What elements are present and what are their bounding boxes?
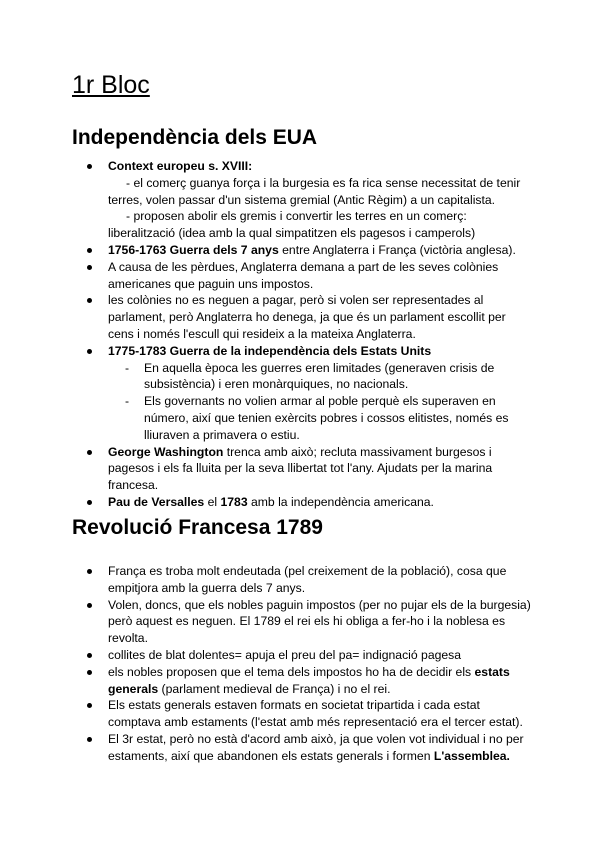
list-item	[72, 647, 532, 664]
section-heading-french-revolution: Revolució Francesa 1789	[72, 516, 323, 539]
item-text: Volen, doncs, que els nobles paguin impostos (per no pujar els de la burgesia) però aquest es neguen. El 1789 el rei els hi obliga a fer-ho i la noblesa es revolta.	[108, 597, 531, 646]
bullet-icon	[87, 248, 92, 253]
item-subline: - el comerç guanya força i la burgesia es fa rica sense necessitat de tenir	[126, 175, 521, 190]
item-text: França es troba molt endeutada (pel creixement de la població), cosa que empitjora amb la guerra dels 7 anys.	[108, 564, 507, 595]
sub-list-item	[108, 393, 532, 443]
item-bold: 1783	[220, 494, 248, 509]
item-bold: estats generals	[108, 664, 510, 696]
list-item	[72, 563, 532, 597]
bullet-icon	[87, 450, 92, 455]
list-item	[72, 444, 532, 494]
item-text: el	[204, 494, 221, 509]
item-text: (parlament medieval de França) i no el rei.	[158, 681, 391, 696]
bullet-icon	[87, 603, 92, 608]
item-bold: Pau de Versalles	[108, 494, 205, 509]
item-lead: Context europeu s. XVIII:	[108, 159, 253, 173]
sub-item-text: En aquella època les guerres eren limitades (generaven crisis de subsistència) i eren monàrquiques, no nacionals.	[144, 360, 495, 392]
item-bold: George Washington	[108, 444, 224, 459]
item-bold: 1775-1783 Guerra de la independència dels Estats Units	[108, 343, 432, 358]
bullet-icon	[87, 500, 92, 505]
bullet-icon	[87, 265, 92, 270]
bullet-icon	[87, 737, 92, 742]
bullet-icon	[87, 703, 92, 708]
bullet-icon	[87, 298, 92, 303]
list-item	[72, 158, 532, 242]
list-item	[72, 697, 532, 731]
item-text: trenca amb això; recluta massivament burgesos i pagesos i els fa lluita per la seva llibertat tot l'any. Ajudats per la marina francesa.	[108, 444, 493, 493]
bullet-icon	[87, 569, 92, 574]
bullet-icon	[87, 653, 92, 658]
french-revolution-list	[72, 563, 532, 765]
list-item	[72, 259, 532, 293]
list-item	[72, 731, 532, 765]
item-text: entre Anglaterra i França (victòria anglesa).	[278, 242, 516, 257]
list-item	[72, 242, 532, 259]
list-item	[72, 292, 532, 342]
section-heading-independence: Independència dels EUA	[72, 126, 318, 149]
item-bold: L'assemblea.	[433, 748, 510, 763]
list-item	[72, 343, 532, 444]
item-subline: liberalització (idea amb la qual simpatitzen els pagesos i camperols)	[108, 226, 476, 241]
bullet-icon	[87, 164, 92, 169]
page-title: 1r Bloc	[72, 71, 150, 99]
item-text: les colònies no es neguen a pagar, però si volen ser representades al parlament, però Anglaterra ho denega, ja que és un parlament escollit per cens i només l'escull qui resideix a la mateixa Anglaterra.	[108, 293, 506, 341]
sub-list-item	[108, 360, 532, 394]
item-text: collites de blat dolentes= apuja el preu del pa= indignació pagesa	[108, 647, 462, 662]
item-subline: terres, volen passar d'un sistema gremial (Antic Règim) a un capitalista.	[108, 192, 496, 207]
item-text: A causa de les pèrdues, Anglaterra demana a part de les seves colònies americanes que paguin uns impostos.	[108, 259, 499, 291]
sub-item-text: Els governants no volien armar al poble perquè els superaven en número, així que tenien exèrcits pobres i cossos elitistes, només es lliuraven a primavera o estiu.	[144, 394, 509, 442]
bullet-icon	[87, 670, 92, 675]
item-text: El 3r estat, però no està d'acord amb això, ja que volen vot individual i no per estaments, així que abandonen els estats generals i formen	[108, 731, 524, 763]
item-text: amb la independència americana.	[247, 494, 434, 509]
item-subline: - proposen abolir els gremis i convertir les terres en un comerç:	[126, 209, 467, 224]
bullet-icon	[87, 349, 92, 354]
list-item	[72, 664, 532, 698]
list-item	[72, 494, 532, 511]
sub-list	[108, 360, 532, 444]
dash-icon: -	[125, 394, 130, 409]
item-bold: 1756-1763 Guerra dels 7 anys	[108, 242, 279, 257]
independence-list	[72, 158, 532, 511]
item-text: Els estats generals estaven formats en societat tripartida i cada estat comptava amb estaments (l'estat amb més representació era el tercer estat).	[108, 698, 523, 730]
item-text: els nobles proposen que el tema dels impostos ho ha de decidir els	[108, 664, 475, 679]
list-item	[72, 597, 532, 647]
dash-icon: -	[125, 360, 130, 375]
